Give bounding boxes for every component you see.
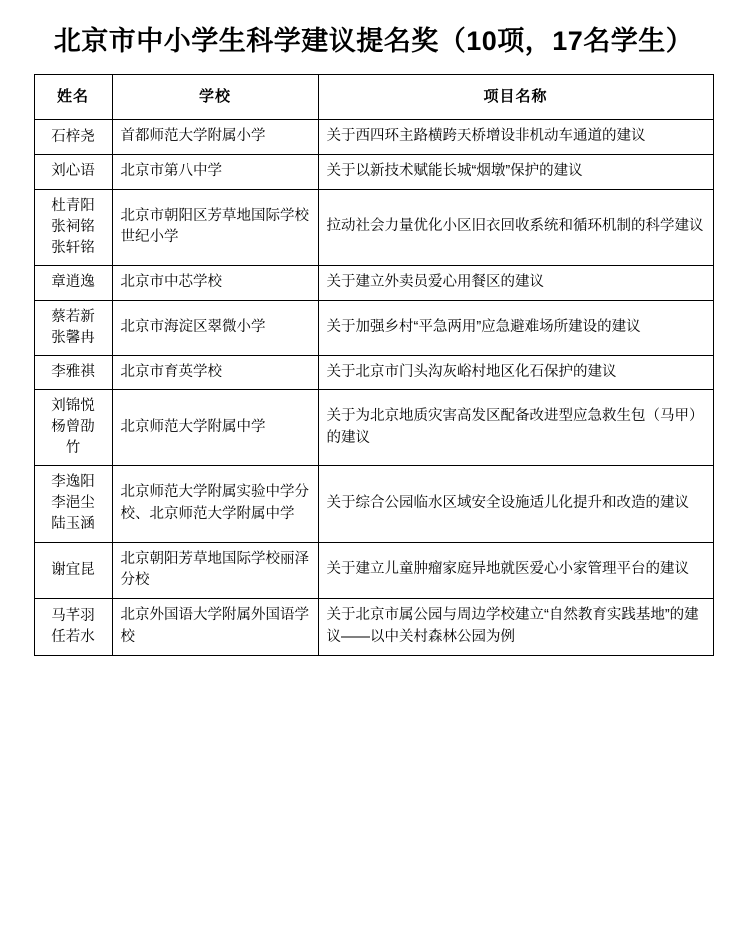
- table-row: [34, 155, 713, 190]
- cell-student-name: 李逸阳 李浥尘 陆玉涵: [34, 466, 112, 542]
- cell-student-name: 杜青阳 张祠铭 张轩铭: [34, 189, 112, 265]
- cell-student-name: 章逍逸: [34, 265, 112, 300]
- cell-school: 北京师范大学附属中学: [112, 390, 318, 466]
- cell-project-title: 关于西四环主路横跨天桥增设非机动车通道的建议: [318, 120, 713, 155]
- cell-project-title: 关于建立儿童肿瘤家庭异地就医爱心小家管理平台的建议: [318, 542, 713, 599]
- cell-project-title: 关于以新技术赋能长城“烟墩”保护的建议: [318, 155, 713, 190]
- table-row: [34, 189, 713, 265]
- cell-student-name: 刘锦悦 杨曾劭 竹: [34, 390, 112, 466]
- cell-project-title: 关于北京市门头沟灰峪村地区化石保护的建议: [318, 355, 713, 390]
- cell-student-name: 马芊羽 任若水: [34, 599, 112, 656]
- column-header-name: 姓名: [34, 75, 112, 120]
- cell-school: 北京朝阳芳草地国际学校丽泽分校: [112, 542, 318, 599]
- cell-school: 北京师范大学附属实验中学分校、北京师范大学附属中学: [112, 466, 318, 542]
- cell-school: 北京市朝阳区芳草地国际学校世纪小学: [112, 189, 318, 265]
- cell-student-name: 刘心语: [34, 155, 112, 190]
- table-row: [34, 265, 713, 300]
- cell-school: 北京市育英学校: [112, 355, 318, 390]
- cell-school: 首都师范大学附属小学: [112, 120, 318, 155]
- column-header-school: 学校: [112, 75, 318, 120]
- table-body: [34, 120, 713, 655]
- cell-project-title: 关于为北京地质灾害高发区配备改进型应急救生包（马甲）的建议: [318, 390, 713, 466]
- table-row: [34, 599, 713, 656]
- cell-project-title: 关于加强乡村“平急两用”应急避难场所建设的建议: [318, 300, 713, 355]
- cell-project-title: 关于北京市属公园与周边学校建立“自然教育实践基地”的建议——以中关村森林公园为例: [318, 599, 713, 656]
- table-row: [34, 542, 713, 599]
- table-header-row: [34, 75, 713, 120]
- cell-student-name: 石梓尧: [34, 120, 112, 155]
- table-row: [34, 355, 713, 390]
- table-row: [34, 120, 713, 155]
- cell-project-title: 拉动社会力量优化小区旧衣回收系统和循环机制的科学建议: [318, 189, 713, 265]
- cell-school: 北京市第八中学: [112, 155, 318, 190]
- cell-school: 北京市海淀区翠微小学: [112, 300, 318, 355]
- cell-student-name: 李雅祺: [34, 355, 112, 390]
- page-title: 北京市中小学生科学建议提名奖（10项，17名学生）: [53, 26, 694, 56]
- cell-project-title: 关于综合公园临水区域安全设施适儿化提升和改造的建议: [318, 466, 713, 542]
- cell-project-title: 关于建立外卖员爱心用餐区的建议: [318, 265, 713, 300]
- cell-school: 北京外国语大学附属外国语学校: [112, 599, 318, 656]
- cell-student-name: 蔡若新 张馨冉: [34, 300, 112, 355]
- cell-student-name: 谢宜昆: [34, 542, 112, 599]
- table-row: [34, 390, 713, 466]
- award-table: [34, 74, 714, 655]
- table-row: [34, 466, 713, 542]
- table-row: [34, 300, 713, 355]
- cell-school: 北京市中芯学校: [112, 265, 318, 300]
- column-header-project: 项目名称: [318, 75, 713, 120]
